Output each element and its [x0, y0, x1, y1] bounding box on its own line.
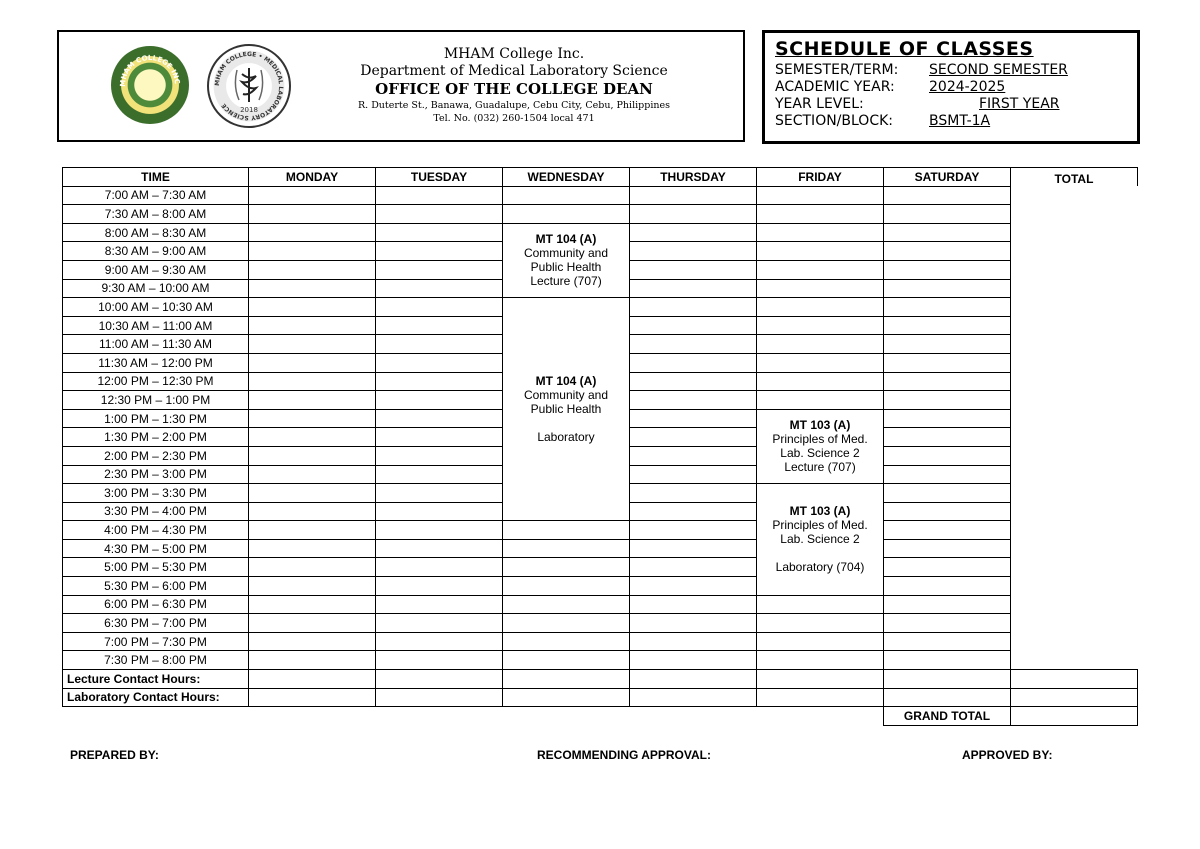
time-slot: 7:30 AM – 8:00 AM	[63, 205, 249, 224]
schedule-cell	[757, 651, 884, 670]
schedule-cell	[249, 446, 376, 465]
schedule-cell	[503, 558, 630, 577]
schedule-cell	[249, 298, 376, 317]
schedule-cell	[249, 242, 376, 261]
schedule-cell	[503, 577, 630, 596]
schedule-cell	[249, 409, 376, 428]
schedule-cell	[376, 223, 503, 242]
time-slot: 7:00 AM – 7:30 AM	[63, 186, 249, 205]
class-desc: Lab. Science 2	[780, 446, 860, 461]
time-slot: 1:00 PM – 1:30 PM	[63, 409, 249, 428]
schedule-cell	[757, 614, 884, 633]
schedule-cell	[376, 595, 503, 614]
schedule-cell	[376, 409, 503, 428]
time-slot: 3:30 PM – 4:00 PM	[63, 502, 249, 521]
class-desc: Laboratory (704)	[775, 560, 865, 575]
schedule-cell	[376, 614, 503, 633]
laboratory-contact-hours-row	[63, 688, 1138, 707]
schedule-cell	[884, 558, 1011, 577]
college-header	[57, 30, 745, 142]
schedule-cell	[249, 335, 376, 354]
schedule-cell	[630, 502, 757, 521]
year-level-value: FIRST YEAR	[979, 96, 1060, 112]
time-slot: 5:30 PM – 6:00 PM	[63, 577, 249, 596]
class-block-fri-lab	[757, 484, 884, 596]
schedule-cell	[884, 391, 1011, 410]
schedule-cell	[249, 391, 376, 410]
schedule-cell	[376, 577, 503, 596]
schedule-cell	[503, 595, 630, 614]
time-row	[63, 614, 1138, 633]
svg-text:MHAM COLLEGE INC.	[111, 46, 181, 87]
schedule-cell	[884, 205, 1011, 224]
hours-cell	[630, 670, 757, 689]
schedule-cell	[884, 577, 1011, 596]
department-seal-logo	[207, 44, 291, 128]
schedule-cell	[757, 242, 884, 261]
schedule-cell	[503, 632, 630, 651]
time-row	[63, 223, 1138, 242]
schedule-cell	[630, 223, 757, 242]
header-tuesday: TUESDAY	[376, 168, 503, 187]
schedule-cell	[249, 465, 376, 484]
schedule-cell	[376, 279, 503, 298]
schedule-cell	[884, 428, 1011, 447]
schedule-cell	[630, 446, 757, 465]
schedule-cell	[503, 521, 630, 540]
schedule-cell	[757, 353, 884, 372]
schedule-cell	[249, 223, 376, 242]
schedule-cell	[630, 595, 757, 614]
schedule-cell	[630, 242, 757, 261]
schedule-cell	[376, 335, 503, 354]
college-address: R. Duterte St., Banawa, Guadalupe, Cebu City, Cebu, Philippines	[358, 100, 670, 111]
time-slot: 9:00 AM – 9:30 AM	[63, 260, 249, 279]
schedule-cell	[884, 465, 1011, 484]
schedule-cell	[757, 372, 884, 391]
semester-value: SECOND SEMESTER	[929, 62, 1068, 78]
schedule-cell	[630, 521, 757, 540]
section-label: SECTION/BLOCK:	[775, 113, 893, 129]
schedule-cell	[630, 539, 757, 558]
schedule-cell	[630, 465, 757, 484]
header-friday: FRIDAY	[757, 168, 884, 187]
schedule-cell	[757, 595, 884, 614]
time-row	[63, 651, 1138, 670]
time-row	[63, 539, 1138, 558]
college-phone: Tel. No. (032) 260-1504 local 471	[433, 113, 595, 124]
schedule-cell	[376, 298, 503, 317]
schedule-cell	[249, 279, 376, 298]
time-slot: 2:00 PM – 2:30 PM	[63, 446, 249, 465]
schedule-cell	[249, 186, 376, 205]
seal-left-text: MHAM COLLEGE INC	[118, 53, 182, 88]
schedule-cell	[249, 651, 376, 670]
schedule-cell	[376, 502, 503, 521]
schedule-cell	[376, 632, 503, 651]
time-slot: 4:30 PM – 5:00 PM	[63, 539, 249, 558]
office-name: OFFICE OF THE COLLEGE DEAN	[375, 80, 653, 98]
schedule-cell	[503, 186, 630, 205]
class-block-wed-lab	[503, 298, 630, 521]
schedule-cell	[757, 186, 884, 205]
time-row	[63, 577, 1138, 596]
schedule-cell	[884, 409, 1011, 428]
schedule-cell	[249, 316, 376, 335]
schedule-cell	[249, 353, 376, 372]
prepared-by-label: PREPARED BY:	[70, 748, 159, 762]
time-slot: 6:00 PM – 6:30 PM	[63, 595, 249, 614]
class-desc: Laboratory	[537, 430, 595, 445]
hours-cell	[884, 670, 1011, 689]
header-time: TIME	[63, 168, 249, 187]
schedule-cell	[630, 632, 757, 651]
schedule-cell	[757, 632, 884, 651]
schedule-cell	[376, 465, 503, 484]
schedule-cell	[630, 577, 757, 596]
schedule-table	[62, 167, 1138, 726]
time-slot: 11:30 AM – 12:00 PM	[63, 353, 249, 372]
schedule-cell	[249, 428, 376, 447]
schedule-cell	[630, 558, 757, 577]
schedule-cell	[630, 260, 757, 279]
schedule-cell	[376, 205, 503, 224]
hours-cell	[884, 688, 1011, 707]
schedule-cell	[630, 316, 757, 335]
schedule-cell	[249, 484, 376, 503]
schedule-cell	[630, 614, 757, 633]
hours-cell	[376, 670, 503, 689]
hours-cell	[757, 688, 884, 707]
schedule-title: SCHEDULE OF CLASSES	[775, 38, 1034, 60]
schedule-cell	[757, 316, 884, 335]
time-slot: 4:00 PM – 4:30 PM	[63, 521, 249, 540]
schedule-cell	[884, 595, 1011, 614]
time-slot: 12:30 PM – 1:00 PM	[63, 391, 249, 410]
schedule-cell	[630, 484, 757, 503]
schedule-cell	[630, 651, 757, 670]
schedule-cell	[630, 409, 757, 428]
semester-label: SEMESTER/TERM:	[775, 62, 899, 78]
schedule-cell	[630, 353, 757, 372]
schedule-cell	[757, 298, 884, 317]
class-desc: Community and	[523, 388, 609, 403]
schedule-cell	[884, 316, 1011, 335]
schedule-cell	[249, 614, 376, 633]
schedule-cell	[376, 484, 503, 503]
college-seal-logo	[111, 46, 189, 124]
time-slot: 7:30 PM – 8:00 PM	[63, 651, 249, 670]
time-slot: 11:00 AM – 11:30 AM	[63, 335, 249, 354]
time-slot: 9:30 AM – 10:00 AM	[63, 279, 249, 298]
schedule-cell	[249, 595, 376, 614]
schedule-cell	[757, 223, 884, 242]
time-slot: 12:00 PM – 12:30 PM	[63, 372, 249, 391]
schedule-cell	[503, 539, 630, 558]
schedule-cell	[884, 279, 1011, 298]
schedule-cell	[503, 205, 630, 224]
hours-cell	[1011, 670, 1138, 689]
time-slot: 1:30 PM – 2:00 PM	[63, 428, 249, 447]
schedule-cell	[249, 502, 376, 521]
schedule-cell	[630, 428, 757, 447]
schedule-cell	[630, 298, 757, 317]
time-slot: 10:00 AM – 10:30 AM	[63, 298, 249, 317]
schedule-cell	[757, 279, 884, 298]
header-monday: MONDAY	[249, 168, 376, 187]
department-name: Department of Medical Laboratory Science	[360, 63, 668, 79]
class-code: MT 104 (A)	[535, 374, 597, 389]
time-row	[63, 632, 1138, 651]
time-slot: 7:00 PM – 7:30 PM	[63, 632, 249, 651]
hours-cell	[1011, 688, 1138, 707]
schedule-cell	[884, 446, 1011, 465]
time-slot: 5:00 PM – 5:30 PM	[63, 558, 249, 577]
schedule-cell	[249, 539, 376, 558]
schedule-cell	[376, 372, 503, 391]
schedule-cell	[884, 614, 1011, 633]
schedule-cell	[884, 335, 1011, 354]
class-desc: Lab. Science 2	[780, 532, 860, 547]
schedule-cell	[884, 539, 1011, 558]
academic-year-value: 2024-2025	[929, 79, 1006, 95]
header-wednesday: WEDNESDAY	[503, 168, 630, 187]
total-column	[1011, 168, 1138, 187]
class-desc: Lecture (707)	[784, 460, 856, 475]
seal-right-text: MHAM COLLEGE • MEDICAL LABORATORY SCIENCE	[213, 50, 285, 122]
schedule-cell	[376, 391, 503, 410]
schedule-cell	[630, 391, 757, 410]
grand-total-label: GRAND TOTAL	[884, 707, 1011, 726]
time-row	[63, 521, 1138, 540]
schedule-info-box	[762, 30, 1140, 144]
schedule-cell	[884, 502, 1011, 521]
grand-total-row	[63, 707, 1138, 726]
schedule-cell	[376, 428, 503, 447]
schedule-cell	[630, 205, 757, 224]
class-desc: Public Health	[530, 260, 602, 275]
schedule-cell	[757, 260, 884, 279]
schedule-cell	[249, 372, 376, 391]
hours-cell	[503, 670, 630, 689]
hours-cell	[376, 688, 503, 707]
grand-total-value	[1011, 707, 1138, 726]
schedule-cell	[884, 353, 1011, 372]
schedule-cell	[630, 186, 757, 205]
schedule-cell	[884, 186, 1011, 205]
schedule-cell	[884, 260, 1011, 279]
schedule-cell	[630, 372, 757, 391]
schedule-cell	[376, 353, 503, 372]
section-row	[775, 113, 990, 130]
schedule-cell	[376, 446, 503, 465]
time-slot: 2:30 PM – 3:00 PM	[63, 465, 249, 484]
class-code: MT 103 (A)	[789, 504, 851, 519]
schedule-cell	[884, 223, 1011, 242]
time-row	[63, 186, 1138, 205]
schedule-cell	[376, 521, 503, 540]
total-label: TOTAL	[1054, 172, 1094, 187]
class-block-fri-lecture	[757, 409, 884, 483]
year-level-label: YEAR LEVEL:	[775, 96, 864, 112]
academic-year-label: ACADEMIC YEAR:	[775, 79, 895, 95]
hours-cell	[503, 688, 630, 707]
class-desc: Principles of Med.	[772, 518, 868, 533]
schedule-cell	[249, 521, 376, 540]
schedule-cell	[376, 558, 503, 577]
schedule-cell	[503, 614, 630, 633]
time-slot: 8:00 AM – 8:30 AM	[63, 223, 249, 242]
schedule-cell	[376, 316, 503, 335]
schedule-cell	[884, 242, 1011, 261]
schedule-cell	[884, 372, 1011, 391]
time-slot: 8:30 AM – 9:00 AM	[63, 242, 249, 261]
schedule-cell	[376, 186, 503, 205]
hours-cell	[249, 670, 376, 689]
schedule-cell	[630, 335, 757, 354]
hours-cell	[757, 670, 884, 689]
time-row	[63, 558, 1138, 577]
schedule-cell	[376, 260, 503, 279]
laboratory-contact-hours-label: Laboratory Contact Hours:	[63, 688, 249, 707]
lecture-contact-hours-label: Lecture Contact Hours:	[63, 670, 249, 689]
class-desc: Public Health	[530, 402, 602, 417]
schedule-cell	[757, 205, 884, 224]
class-desc: Lecture (707)	[530, 274, 602, 289]
header-thursday: THURSDAY	[630, 168, 757, 187]
schedule-cell	[249, 260, 376, 279]
schedule-cell	[884, 632, 1011, 651]
seal-right-year: 2018	[240, 106, 258, 114]
class-block-wed-lecture	[503, 223, 630, 297]
schedule-cell	[249, 558, 376, 577]
time-row	[63, 298, 1138, 317]
schedule-cell	[249, 577, 376, 596]
header-saturday: SATURDAY	[884, 168, 1011, 187]
time-slot: 3:00 PM – 3:30 PM	[63, 484, 249, 503]
schedule-cell	[884, 484, 1011, 503]
schedule-cell	[249, 632, 376, 651]
lecture-contact-hours-row	[63, 670, 1138, 689]
schedule-cell	[884, 521, 1011, 540]
class-desc: Community and	[523, 246, 609, 261]
class-desc: Principles of Med.	[772, 432, 868, 447]
schedule-cell	[249, 205, 376, 224]
schedule-cell	[884, 651, 1011, 670]
schedule-cell	[757, 335, 884, 354]
hours-cell	[249, 688, 376, 707]
college-name: MHAM College Inc.	[443, 46, 585, 62]
year-level-row	[775, 96, 1060, 113]
time-slot: 6:30 PM – 7:00 PM	[63, 614, 249, 633]
schedule-cell	[376, 539, 503, 558]
semester-row	[775, 62, 1068, 79]
class-code: MT 104 (A)	[535, 232, 597, 247]
header-row	[63, 168, 1138, 187]
time-row	[63, 595, 1138, 614]
schedule-cell	[503, 651, 630, 670]
time-row	[63, 205, 1138, 224]
section-value: BSMT-1A	[929, 113, 991, 129]
schedule-cell	[757, 391, 884, 410]
schedule-cell	[884, 298, 1011, 317]
recommending-approval-label: RECOMMENDING APPROVAL:	[537, 748, 711, 762]
schedule-cell	[630, 279, 757, 298]
time-slot: 10:30 AM – 11:00 AM	[63, 316, 249, 335]
schedule-cell	[376, 651, 503, 670]
class-code: MT 103 (A)	[789, 418, 851, 433]
academic-year-row	[775, 79, 1005, 96]
schedule-cell	[376, 242, 503, 261]
approved-by-label: APPROVED BY:	[962, 748, 1053, 762]
hours-cell	[630, 688, 757, 707]
